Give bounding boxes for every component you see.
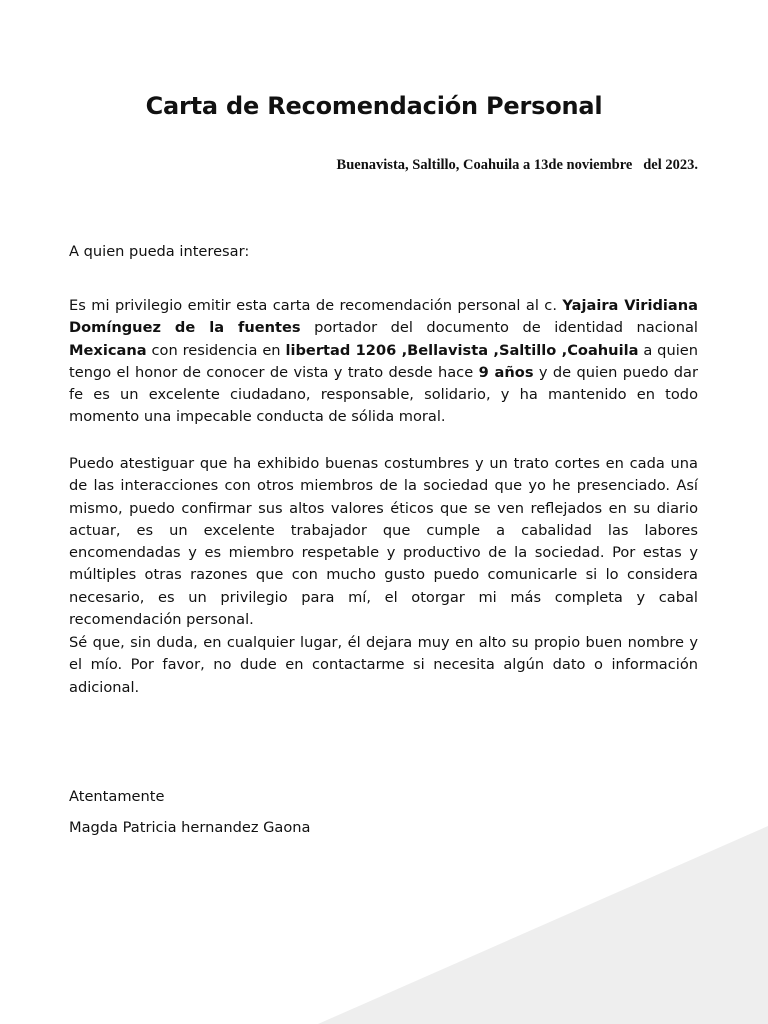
- closing: Atentamente: [69, 788, 165, 805]
- corner-decoration-shape: [318, 826, 768, 1024]
- signature-name: Magda Patricia hernandez Gaona: [69, 819, 311, 836]
- greeting: A quien pueda interesar:: [69, 243, 250, 260]
- paragraph-1-text-1: Es mi privilegio emitir esta carta de recomendación personal al c.: [69, 297, 563, 314]
- paragraph-1-text-4: a quien tengo el honor de conocer de vista y trato desde hace: [69, 341, 698, 381]
- paragraph-3: Sé que, sin duda, en cualquier lugar, él dejara muy en alto su propio buen nombre y el mío. Por favor, no dude en contactarme si necesita algún dato o información adicional.: [69, 634, 698, 696]
- paragraph-1-text-5: y de quien puedo dar fe es un excelente ciudadano, responsable, solidario, y ha mantenido en todo momento una impecable conducta de sólida moral.: [69, 363, 699, 426]
- paragraph-1: [69, 295, 698, 429]
- paragraph-2: Puedo atestiguar que ha exhibido buenas costumbres y un trato cortes en cada una de las interacciones con otros miembros de la sociedad que yo he presenciado. Así mismo, puedo confirmar sus altos valores éticos que se ven reflejados en su diario actuar, es un excelente trabajador que cumple a cabalidad las labores encomendadas y es miembro respetable y productivo de la sociedad. Por estas y múltiples otras razones que con mucho gusto puedo comunicarle si lo considera necesario, es un privilegio para mí, el otorgar mi más completa y cabal recomendación personal.: [69, 455, 698, 629]
- residence-address: libertad 1206 ,Bellavista ,Saltillo ,Coahuila: [285, 341, 639, 359]
- recommended-person-name: Yajaira Viridiana Domínguez de la fuentes: [69, 297, 699, 337]
- paragraph-1-text-3: con residencia en: [146, 341, 286, 359]
- date-line: Buenavista, Saltillo, Coahuila a 13de noviembre del 2023.: [336, 157, 698, 173]
- years-known: 9 años: [478, 363, 534, 381]
- letter-title: Carta de Recomendación Personal: [145, 92, 603, 120]
- nationality: Mexicana: [69, 341, 147, 359]
- paragraph-1-text-2: portador del documento de identidad nacional: [300, 319, 698, 337]
